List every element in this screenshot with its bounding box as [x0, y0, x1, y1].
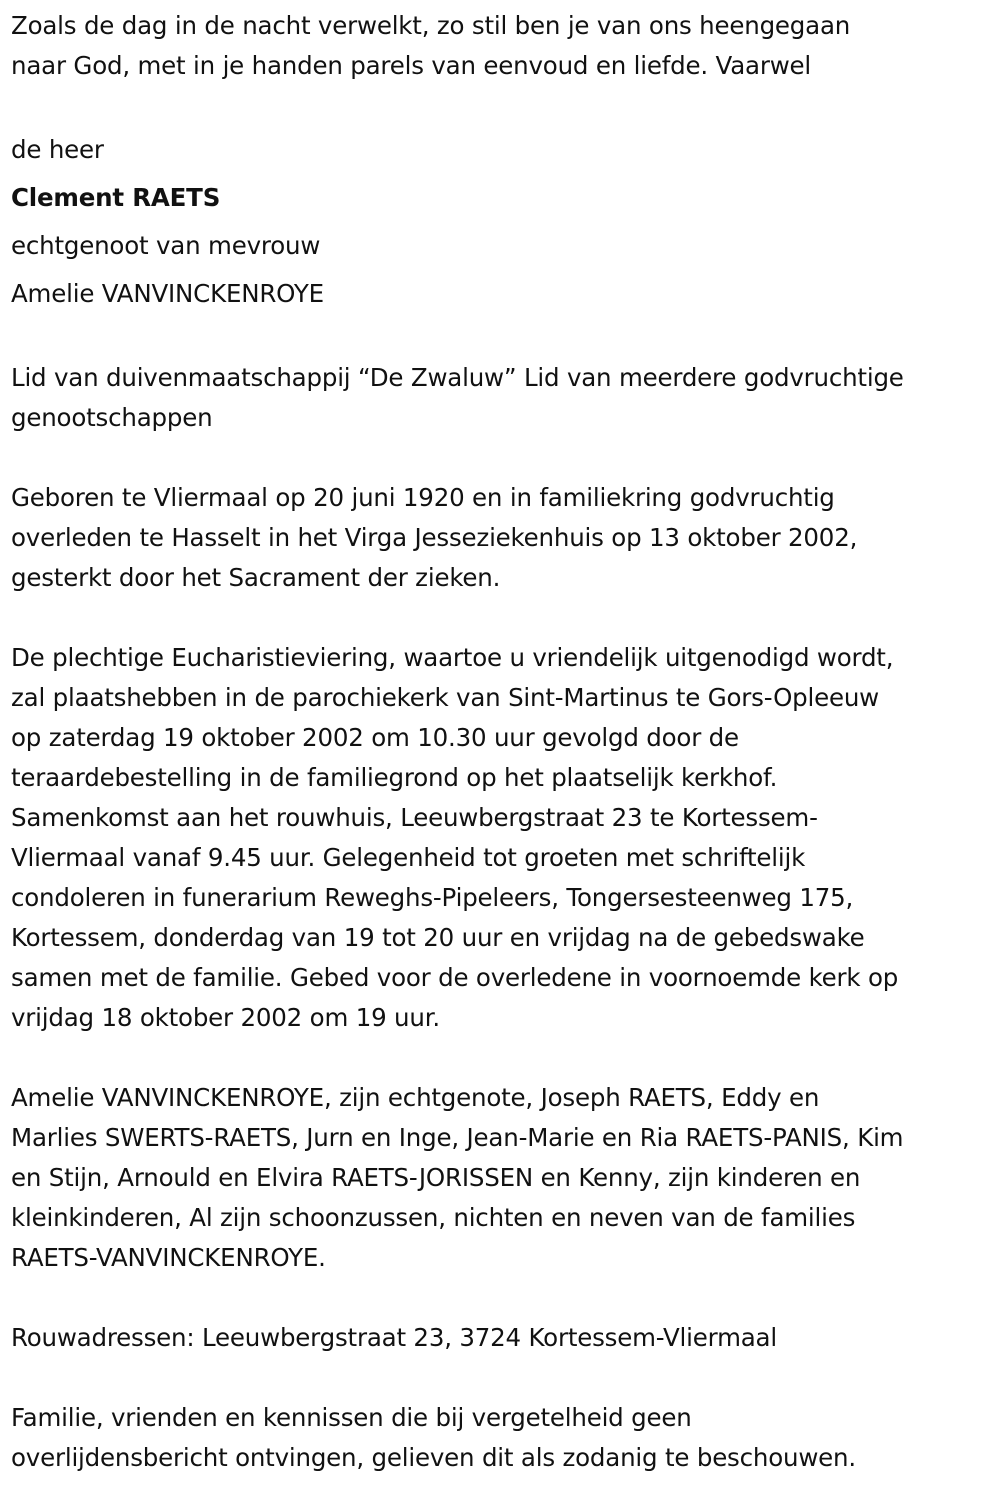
deceased-relation: echtgenoot van mevrouw [11, 231, 321, 260]
closing-line: Familie, vrienden en kennissen die bij vergetelheid geen [11, 1403, 692, 1432]
birth-death-line: overleden te Hasselt in het Virga Jesseziekenhuis op 13 oktober 2002, [11, 523, 858, 552]
memberships-line: Lid van duivenmaatschappij “De Zwaluw” Lid van meerdere godvruchtige [11, 363, 904, 392]
addresses-line: Rouwadressen: Leeuwbergstraat 23, 3724 Kortessem-Vliermaal [11, 1323, 777, 1352]
spouse-name: Amelie VANVINCKENROYE [11, 279, 324, 308]
birth-death-line: Geboren te Vliermaal op 20 juni 1920 en in familiekring godvruchtig [11, 483, 835, 512]
paragraph-gap [11, 318, 990, 358]
deceased-title: de heer [11, 135, 104, 164]
ceremony-line: condoleren in funerarium Reweghs-Pipeleers, Tongersesteenweg 175, [11, 883, 854, 912]
family-line: Amelie VANVINCKENROYE, zijn echtgenote, Joseph RAETS, Eddy en [11, 1083, 820, 1112]
family-line: kleinkinderen, Al zijn schoonzussen, nichten en neven van de families [11, 1203, 856, 1232]
addresses-paragraph [11, 1318, 990, 1358]
closing-paragraph [11, 1398, 990, 1478]
ceremony-line: Vliermaal vanaf 9.45 uur. Gelegenheid tot groeten met schriftelijk [11, 843, 806, 872]
poem-line: Zoals de dag in de nacht verwelkt, zo stil ben je van ons heengegaan [11, 11, 851, 40]
family-line: en Stijn, Arnould en Elvira RAETS-JORISSEN en Kenny, zijn kinderen en [11, 1163, 861, 1192]
deceased-name: Clement RAETS [11, 183, 221, 212]
memberships-paragraph [11, 358, 990, 438]
birth-death-paragraph [11, 478, 990, 598]
ceremony-line: zal plaatshebben in de parochiekerk van Sint-Martinus te Gors-Opleeuw [11, 683, 880, 712]
memberships-line: genootschappen [11, 403, 213, 432]
paragraph-gap [11, 86, 990, 126]
ceremony-line: Samenkomst aan het rouwhuis, Leeuwbergstraat 23 te Kortessem- [11, 803, 818, 832]
ceremony-line: vrijdag 18 oktober 2002 om 19 uur. [11, 1003, 440, 1032]
paragraph-gap [11, 1278, 990, 1318]
closing-line: overlijdensbericht ontvingen, gelieven dit als zodanig te beschouwen. [11, 1443, 856, 1472]
ceremony-paragraph [11, 638, 990, 1038]
ceremony-line: teraardebestelling in de familiegrond op het plaatselijk kerkhof. [11, 763, 778, 792]
family-line: RAETS-VANVINCKENROYE. [11, 1243, 326, 1272]
family-paragraph [11, 1078, 990, 1278]
poem-paragraph [11, 6, 990, 86]
deceased-block [11, 126, 990, 318]
ceremony-line: Kortessem, donderdag van 19 tot 20 uur en vrijdag na de gebedswake [11, 923, 865, 952]
ceremony-line: samen met de familie. Gebed voor de overledene in voornoemde kerk op [11, 963, 899, 992]
family-line: Marlies SWERTS-RAETS, Jurn en Inge, Jean-Marie en Ria RAETS-PANIS, Kim [11, 1123, 904, 1152]
poem-line: naar God, met in je handen parels van eenvoud en liefde. Vaarwel [11, 51, 812, 80]
paragraph-gap [11, 438, 990, 478]
paragraph-gap [11, 1358, 990, 1398]
ceremony-line: op zaterdag 19 oktober 2002 om 10.30 uur gevolgd door de [11, 723, 739, 752]
ceremony-line: De plechtige Eucharistieviering, waartoe u vriendelijk uitgenodigd wordt, [11, 643, 894, 672]
paragraph-gap [11, 598, 990, 638]
birth-death-line: gesterkt door het Sacrament der zieken. [11, 563, 501, 592]
paragraph-gap [11, 1038, 990, 1078]
